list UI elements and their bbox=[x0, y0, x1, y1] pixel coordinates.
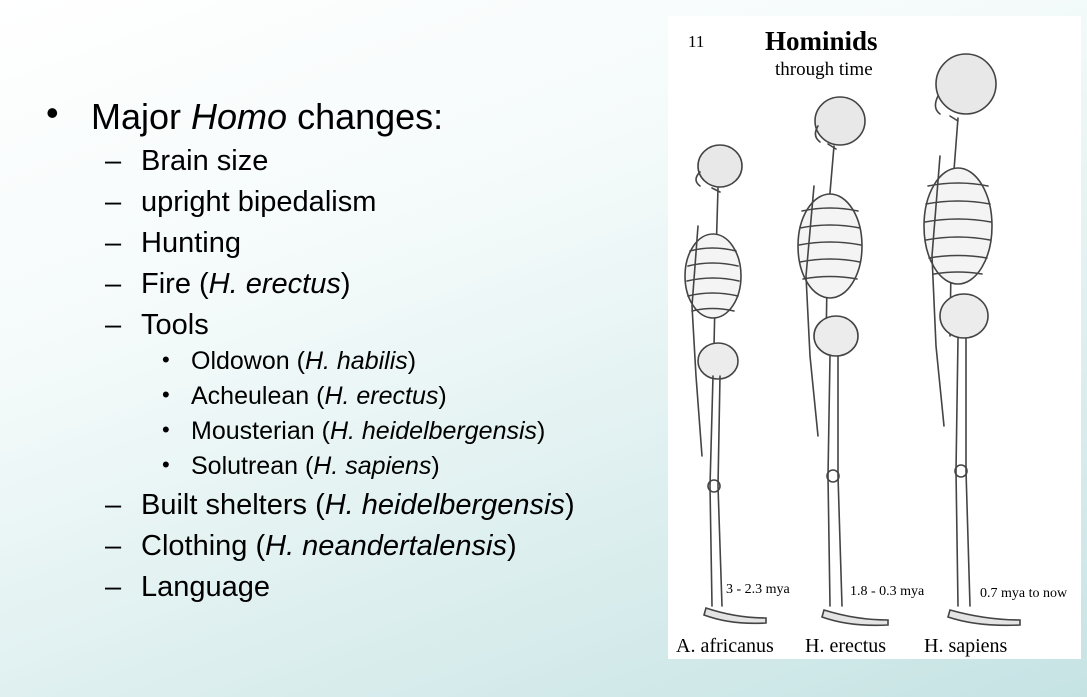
dash-icon: – bbox=[105, 571, 122, 603]
bullet-dot-icon: • bbox=[162, 452, 170, 477]
bullet-dot-icon: • bbox=[46, 92, 59, 133]
dash-icon: – bbox=[105, 489, 122, 521]
dash-icon: – bbox=[105, 145, 122, 177]
slide: • Major Homo changes: – Brain size – upright bipedalism – Hunting – Fire (H. erectus) – Tools • Oldowon (H. habilis) • Acheulean (H. erectus) • Mousterian (H. heidelbergensis) • Solutrean (H. sapiens) – Built shelters (H. heidelbergensis) – Clothing (H. neandertalensis) – Language 11 Hominids through time 3 - 2.3 mya 1.8 - 0.3 mya 0.7 mya to now A. africanus H. erectus H. sapiens bbox=[0, 0, 1087, 697]
date-sapiens: 0.7 mya to now bbox=[980, 586, 1068, 601]
dash-icon: – bbox=[105, 186, 122, 218]
main-bullet-italic: Homo bbox=[191, 96, 288, 137]
dash-icon: – bbox=[105, 309, 122, 341]
skeleton-africanus bbox=[685, 145, 766, 623]
bullet-dot-icon: • bbox=[162, 382, 170, 407]
hominids-figure bbox=[668, 16, 1081, 659]
date-africanus: 3 - 2.3 mya bbox=[726, 582, 790, 597]
figure-number: 11 bbox=[688, 32, 705, 51]
skeleton-erectus bbox=[798, 97, 888, 625]
skeletons-illustration bbox=[668, 16, 1081, 659]
bullet-dot-icon: • bbox=[162, 417, 170, 442]
dash-icon: – bbox=[105, 530, 122, 562]
species-erectus: H. erectus bbox=[805, 635, 887, 657]
main-bullet-text: Major bbox=[91, 96, 192, 137]
skeleton-sapiens bbox=[924, 54, 1020, 625]
species-africanus: A. africanus bbox=[676, 635, 774, 657]
species-sapiens: H. sapiens bbox=[924, 635, 1008, 657]
figure-title: Hominids bbox=[765, 26, 878, 56]
figure-subtitle: through time bbox=[775, 59, 873, 80]
main-bullet-text-end: changes: bbox=[287, 96, 444, 137]
dash-icon: – bbox=[105, 227, 122, 259]
bullet-dot-icon: • bbox=[162, 347, 170, 372]
date-erectus: 1.8 - 0.3 mya bbox=[850, 584, 925, 599]
dash-icon: – bbox=[105, 268, 122, 300]
